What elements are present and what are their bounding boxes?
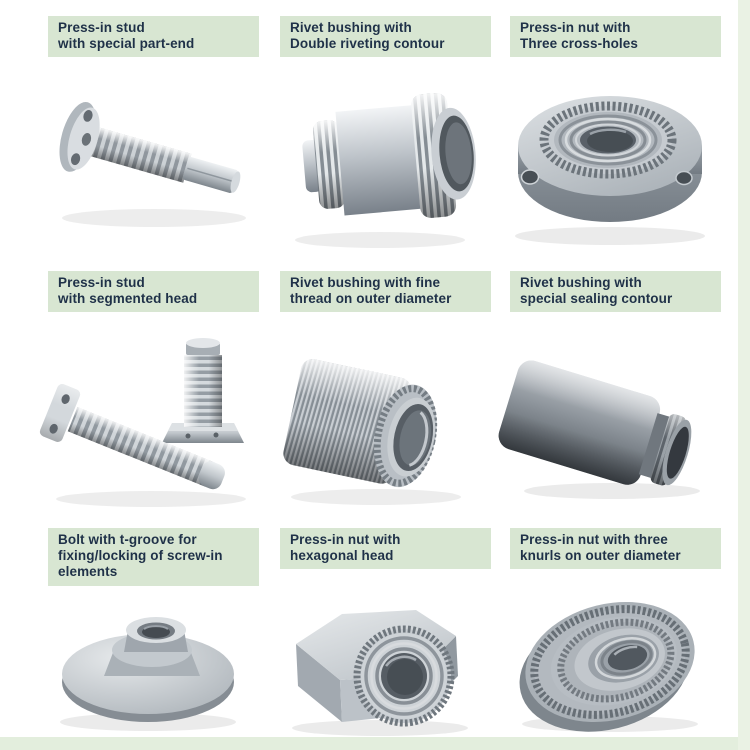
cross-hole-nut-illustration [498, 64, 726, 258]
product-label-press-in-nut-three-knurls [510, 528, 721, 569]
product-photo-press-in-stud-special-part-end [36, 72, 264, 258]
product-label-press-in-nut-cross-holes [510, 16, 721, 57]
product-cell-6 [510, 271, 718, 521]
label-line: Rivet bushing with fine [290, 275, 441, 290]
product-cell-1 [48, 16, 256, 260]
label-line: thread on outer diameter [290, 291, 452, 307]
product-photo-bolt-t-groove [36, 590, 264, 740]
product-cell-7 [48, 528, 256, 740]
label-line: Rivet bushing with [520, 275, 642, 290]
double-riveting-bushing-illustration [268, 72, 496, 258]
press-in-stud-illustration [36, 72, 264, 258]
product-cell-9 [510, 528, 718, 740]
segmented-head-studs-illustration [36, 325, 264, 517]
sealing-contour-bushing-illustration [498, 325, 726, 513]
product-label-rivet-bushing-sealing-contour [510, 271, 721, 312]
t-groove-bolt-illustration [36, 590, 264, 740]
product-cell-3 [510, 16, 718, 260]
label-line: with segmented head [58, 291, 198, 307]
page-edge-strip [738, 0, 750, 750]
product-photo-rivet-bushing-fine-thread [268, 325, 496, 517]
product-cell-2 [280, 16, 488, 260]
label-line: Press-in stud [58, 20, 145, 35]
label-line: elements [58, 564, 118, 580]
label-line: Press-in stud [58, 275, 145, 290]
three-knurl-nut-illustration [498, 580, 726, 742]
label-line: Three cross-holes [520, 36, 638, 52]
product-cell-8 [280, 528, 488, 740]
product-label-bolt-t-groove [48, 528, 259, 586]
label-line: Press-in nut with [290, 532, 401, 547]
product-label-press-in-nut-hexagonal [280, 528, 491, 569]
product-label-press-in-stud-special-part-end [48, 16, 259, 57]
product-photo-rivet-bushing-double-riveting [268, 72, 496, 258]
page-footer-bar [0, 737, 750, 750]
label-line: Press-in nut with three [520, 532, 668, 547]
product-photo-press-in-nut-cross-holes [498, 64, 726, 258]
product-photo-rivet-bushing-sealing-contour [498, 325, 726, 513]
label-line: Rivet bushing with [290, 20, 412, 35]
label-line: knurls on outer diameter [520, 548, 681, 564]
label-line: Bolt with t-groove for [58, 532, 197, 547]
product-photo-press-in-nut-hexagonal [268, 584, 496, 746]
product-cell-5 [280, 271, 488, 521]
label-line: hexagonal head [290, 548, 394, 564]
hexagonal-nut-illustration [268, 584, 496, 746]
fine-thread-bushing-illustration [268, 325, 496, 517]
product-photo-press-in-stud-segmented-head [36, 325, 264, 517]
product-label-press-in-stud-segmented-head [48, 271, 259, 312]
product-cell-4 [48, 271, 256, 521]
label-line: with special part-end [58, 36, 195, 52]
product-label-rivet-bushing-fine-thread [280, 271, 491, 312]
label-line: special sealing contour [520, 291, 673, 307]
label-line: Press-in nut with [520, 20, 631, 35]
label-line: fixing/locking of screw-in [58, 548, 223, 564]
product-photo-press-in-nut-three-knurls [498, 580, 726, 742]
product-label-rivet-bushing-double-riveting [280, 16, 491, 57]
label-line: Double riveting contour [290, 36, 445, 52]
